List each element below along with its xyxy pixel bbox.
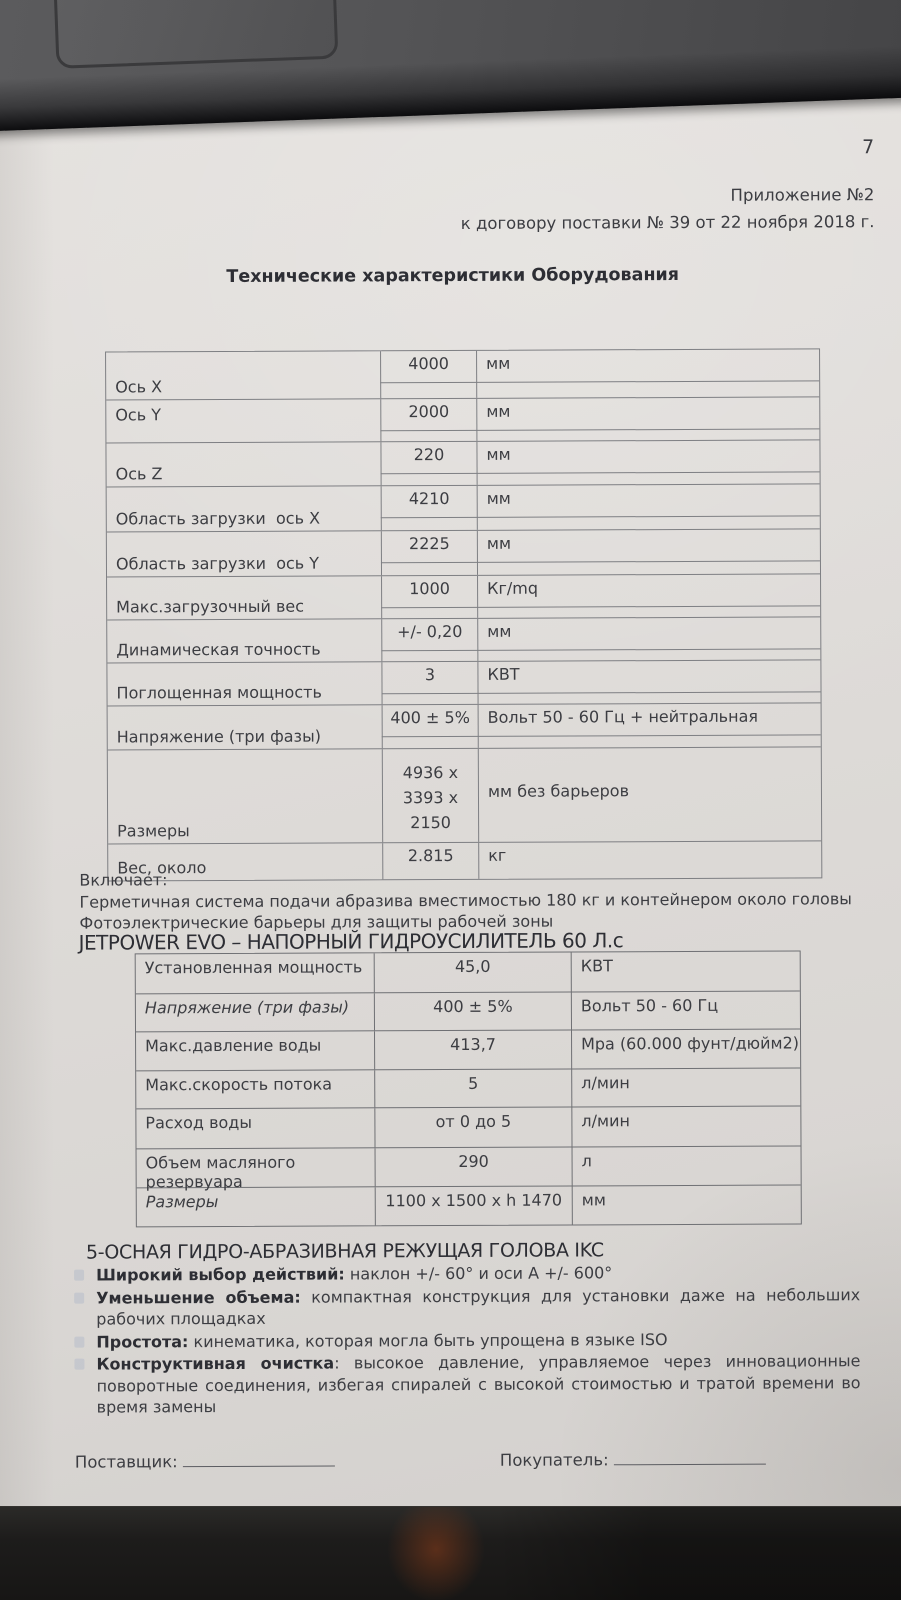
bullet-text — [96, 1261, 860, 1286]
row-unit: мм — [581, 1190, 606, 1210]
row-unit: л — [581, 1151, 592, 1171]
row-label: Поглощенная мощность — [116, 682, 322, 703]
table-row — [136, 991, 800, 1032]
row-label-cell — [108, 705, 382, 749]
bullet-item — [74, 1328, 860, 1353]
spec-table-pump — [135, 950, 802, 1227]
row-label: Расход воды — [145, 1112, 253, 1133]
cutting-head-heading: 5-ОСНАЯ ГИДРО-АБРАЗИВНАЯ РЕЖУЩАЯ ГОЛОВА IKC — [85, 1239, 604, 1264]
table-row — [107, 660, 820, 706]
row-unit: КВТ — [580, 956, 613, 976]
row-label: Размеры — [117, 821, 190, 841]
row-unit: Вольт 50 - 60 Гц — [580, 995, 719, 1016]
appendix-line-2: к договору поставки № 39 от 22 ноября 2018 г. — [460, 212, 875, 233]
row-label-cell — [107, 531, 381, 576]
bullet-text — [96, 1284, 860, 1330]
row-label: Напряжение (три фазы) — [116, 726, 321, 747]
row-label: Макс.скорость потока — [145, 1074, 333, 1095]
row-unit: мм — [486, 533, 512, 553]
row-label-cell — [106, 442, 380, 486]
checkbox-bullet-icon — [74, 1292, 84, 1303]
row-label-cell — [107, 619, 381, 662]
row-label: Размеры — [145, 1192, 219, 1212]
bullet-body: компактная конструкция для установки даже на небольших рабочих площадках — [96, 1284, 861, 1329]
row-value: 45,0 — [374, 952, 572, 992]
appendix-line-1: Приложение №2 — [730, 185, 875, 205]
row-value: от 0 до 5 — [374, 1107, 572, 1147]
bullet-lead: Уменьшение объема: — [96, 1287, 301, 1308]
row-unit: л/мин — [581, 1073, 630, 1093]
row-value-cell — [381, 531, 478, 575]
bullet-body: : высокое давление, управляемое через инновационные поворотные соединения, избегая спиралей с высокой стоимостью и тратой времени во время замены — [96, 1351, 861, 1417]
supplier-signature-line — [183, 1451, 335, 1468]
table-row — [106, 397, 819, 443]
row-label-cell — [106, 351, 380, 399]
laptop-touchpad — [53, 0, 339, 69]
bullet-item — [74, 1350, 860, 1418]
row-unit: Кг/mq — [487, 578, 539, 598]
buyer-signature — [500, 1449, 766, 1470]
row-value: 4000 — [408, 354, 449, 374]
row-value: 2.815 — [407, 845, 454, 866]
row-label: Напряжение (три фазы) — [144, 997, 350, 1018]
feature-bullet-list — [74, 1261, 861, 1419]
row-value: 220 — [413, 445, 445, 465]
jetpower-heading: JETPOWER EVO – НАПОРНЫЙ ГИДРОУСИЛИТЕЛЬ 60 Л.с — [78, 928, 624, 955]
bullet-text — [96, 1328, 860, 1353]
document-title: Технические характеристики Оборудования — [226, 264, 680, 287]
bullet-body: кинематика, которая могла быть упрощена в языке ISO — [188, 1329, 668, 1351]
row-unit-cell — [477, 349, 819, 397]
row-label: Ось X — [115, 377, 163, 397]
row-unit: мм — [486, 444, 511, 464]
row-label-cell — [107, 486, 381, 531]
row-unit: мм — [486, 353, 511, 373]
row-label-cell — [107, 576, 381, 619]
checkbox-bullet-icon — [74, 1270, 84, 1281]
includes-item: Фотоэлектрические барьеры для защиты рабочей зоны — [79, 911, 554, 933]
buyer-signature-line — [614, 1449, 766, 1466]
includes-paragraph — [79, 866, 879, 934]
row-unit-cell — [479, 703, 821, 747]
row-unit: Вольт 50 - 60 Гц + нейтральная — [487, 706, 759, 727]
row-label: Макс.давление воды — [145, 1035, 322, 1056]
row-value: 2000 — [408, 402, 450, 422]
row-unit-cell — [478, 529, 820, 574]
appendix-header — [461, 181, 875, 237]
row-label: Область загрузки ось X — [115, 508, 321, 529]
row-value: 3 — [424, 665, 436, 685]
table-row — [136, 1029, 800, 1071]
row-value: 290 — [375, 1147, 573, 1186]
includes-item: Герметичная система подачи абразива вместимостью 180 кг и контейнером около головы — [79, 888, 852, 912]
row-unit: мм — [486, 401, 511, 421]
bullet-lead: Простота: — [96, 1331, 189, 1352]
row-label: Объем масляного резервуара — [145, 1152, 296, 1192]
bullet-lead: Конструктивная очистка — [96, 1353, 335, 1374]
table-row — [108, 703, 821, 750]
row-unit-cell — [478, 660, 820, 703]
row-label: Вес, около — [117, 858, 207, 878]
bullet-lead: Широкий выбор действий: — [96, 1264, 345, 1285]
spec-table-machine — [105, 348, 822, 881]
bullet-text — [96, 1350, 860, 1418]
row-value-cell — [382, 705, 479, 748]
row-value: +/- 0,20 — [397, 621, 463, 642]
bullet-body: наклон +/- 60° и оси А +/- 600° — [344, 1263, 613, 1284]
row-unit-cell — [479, 747, 821, 841]
row-value-cell — [381, 576, 478, 618]
row-value-cell — [382, 749, 479, 842]
table-row — [137, 1185, 801, 1226]
row-label-cell — [106, 399, 380, 442]
row-unit-cell — [477, 440, 819, 484]
row-unit-cell — [478, 574, 820, 617]
row-value: 4936 x 3393 x 2150 — [402, 762, 459, 833]
row-value: 2225 — [408, 533, 450, 554]
row-value: 1000 — [409, 578, 450, 599]
row-label: Установленная мощность — [144, 957, 363, 978]
table-row — [107, 574, 820, 620]
supplier-signature — [75, 1451, 335, 1472]
row-label: Область загрузки ось Y — [115, 553, 320, 574]
table-row — [108, 747, 821, 844]
table-row — [107, 617, 820, 663]
row-value: 1100 x 1500 x h 1470 — [375, 1186, 573, 1225]
table-row — [136, 1068, 800, 1109]
checkbox-bullet-icon — [74, 1359, 84, 1370]
row-label-cell — [108, 749, 382, 843]
row-label: Ось Y — [115, 405, 162, 425]
row-unit-cell — [478, 484, 820, 529]
bullet-item — [74, 1284, 860, 1330]
row-unit: мм без барьеров — [487, 781, 630, 801]
row-unit: КВТ — [487, 664, 520, 684]
table-row — [107, 529, 820, 577]
row-value-cell — [381, 486, 478, 530]
table-row — [107, 484, 820, 532]
table-row — [106, 440, 819, 487]
row-unit: мм — [487, 621, 512, 641]
row-value: 5 — [374, 1069, 572, 1107]
row-value: 4210 — [408, 488, 450, 509]
bullet-item — [74, 1261, 860, 1286]
row-value: 413,7 — [374, 1030, 572, 1069]
row-value-cell — [381, 619, 478, 661]
row-value-cell — [380, 351, 477, 398]
row-unit-cell — [478, 617, 820, 660]
includes-intro: Включает: — [79, 870, 168, 890]
row-unit: кг — [488, 845, 507, 865]
row-value: 400 ± 5% — [374, 992, 572, 1030]
row-label: Ось Z — [115, 464, 163, 484]
row-value: 400 ± 5% — [390, 707, 470, 728]
row-value-cell — [380, 442, 477, 485]
row-value-cell — [380, 399, 477, 441]
row-label-cell — [107, 662, 381, 705]
supplier-label: Поставщик: — [74, 1452, 178, 1472]
table-row — [136, 1106, 800, 1149]
buyer-label: Покупатель: — [499, 1450, 609, 1470]
table-row — [136, 951, 800, 994]
row-unit: мм — [486, 488, 511, 508]
checkbox-bullet-icon — [74, 1336, 84, 1347]
row-label: Макс.загрузочный вес — [116, 596, 305, 617]
table-row — [106, 349, 819, 400]
row-label: Динамическая точность — [116, 639, 321, 660]
row-unit: Мра (60.000 фунт/дюйм2) — [581, 1033, 800, 1054]
table-row — [137, 1146, 801, 1192]
row-value-cell — [381, 662, 478, 704]
row-unit: л/мин — [581, 1111, 630, 1131]
page-number: 7 — [862, 136, 875, 159]
row-unit-cell — [477, 397, 819, 440]
